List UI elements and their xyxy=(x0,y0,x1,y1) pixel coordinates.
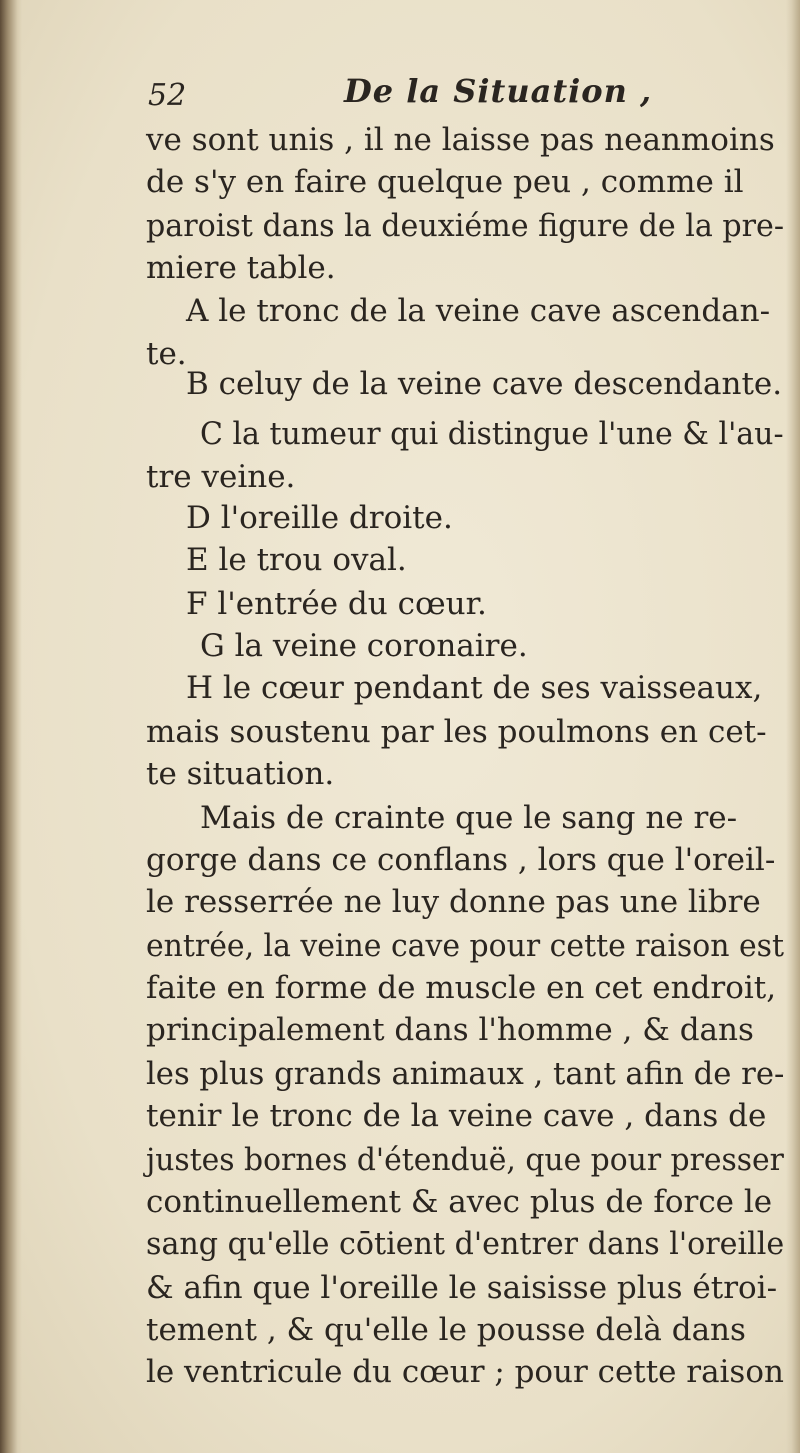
text-line: le ventricule du cœur ; pour cette raison xyxy=(146,1354,784,1390)
text-line: sang qu'elle cōtient d'entrer dans l'oreille xyxy=(146,1226,785,1262)
legend-item-f: F l'entrée du cœur. xyxy=(186,586,487,622)
page-edge xyxy=(786,0,800,1453)
text-line: tement , & qu'elle le pousse delà dans xyxy=(146,1312,746,1348)
text-line: les plus grands animaux , tant afin de re- xyxy=(146,1056,785,1092)
legend-item-c: C la tumeur qui distingue l'une & l'au- xyxy=(200,416,784,452)
legend-item-d: D l'oreille droite. xyxy=(186,500,453,536)
text-line: principalement dans l'homme , & dans xyxy=(146,1012,754,1048)
page-header xyxy=(148,72,768,122)
legend-item-b: B celuy de la veine cave descendante. xyxy=(186,366,783,402)
text-line: & afin que l'oreille le saisisse plus étroi- xyxy=(146,1270,778,1306)
legend-item-a: A le tronc de la veine cave ascendan- xyxy=(186,293,771,329)
binding-gutter xyxy=(0,0,22,1453)
paragraph-start-line: Mais de crainte que le sang ne re- xyxy=(200,800,738,836)
text-line: faite en forme de muscle en cet endroit, xyxy=(146,970,777,1006)
text-line: te situation. xyxy=(146,756,335,792)
running-title: De la Situation , xyxy=(344,72,653,110)
text-line: te. xyxy=(146,336,187,372)
text-line: paroist dans la deuxiéme figure de la pre- xyxy=(146,208,785,244)
legend-item-e: E le trou oval. xyxy=(186,542,407,578)
text-line: continuellement & avec plus de force le xyxy=(146,1184,773,1220)
text-line: tenir le tronc de la veine cave , dans de xyxy=(146,1098,767,1134)
text-line: de s'y en faire quelque peu , comme il xyxy=(146,164,744,200)
text-line: entrée, la veine cave pour cette raison est xyxy=(146,928,784,964)
text-line: miere table. xyxy=(146,250,336,286)
page-number: 52 xyxy=(148,78,187,113)
text-line: mais soustenu par les poulmons en cet- xyxy=(146,714,767,750)
text-line: tre veine. xyxy=(146,459,296,495)
text-line: le resserrée ne luy donne pas une libre xyxy=(146,884,761,920)
legend-item-g: G la veine coronaire. xyxy=(200,628,528,664)
text-line: justes bornes d'étenduë, que pour presser xyxy=(146,1142,784,1178)
text-line: ve sont unis , il ne laisse pas neanmoins xyxy=(146,122,775,158)
legend-item-h: H le cœur pendant de ses vaisseaux, xyxy=(186,670,763,706)
text-line: gorge dans ce conflans , lors que l'oreil- xyxy=(146,842,776,878)
